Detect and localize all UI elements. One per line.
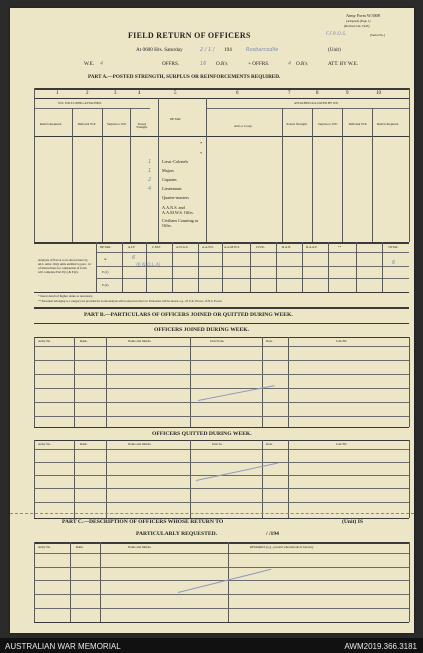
year-label: 194 xyxy=(224,47,232,53)
archive-footer xyxy=(0,638,423,653)
c-hdr-army-no: Army No. xyxy=(38,545,51,549)
hdr-deficient-att: Deficient W.E. xyxy=(348,122,368,126)
rank-mark-3: 2 xyxy=(148,177,152,183)
total-value: 6 xyxy=(392,260,396,266)
rank-qm: Quarter-masters xyxy=(162,195,189,200)
part-c-title: PART C.—DESCRIPTION OF OFFICERS WHOSE RETURN TO xyxy=(62,519,224,525)
rank-lieutenants: Lieutenants xyxy=(162,186,182,191)
rank-mark-4: 4 xyxy=(148,186,152,192)
att-ors-fill: 4 xyxy=(288,61,292,67)
an-cmf: C.M.F. xyxy=(152,245,161,249)
col-num-4: 4 xyxy=(138,91,141,96)
hdr-reints-required: Rein'ts Required. xyxy=(40,122,62,126)
form-title: FIELD RETURN OF OFFICERS xyxy=(128,31,251,40)
part-b-title: PART B.—PARTICULARS OF OFFICERS JOINED OR QUITTED DURING WEEK. xyxy=(84,312,293,318)
note-1: * Insert detail of higher ranks as necessary. xyxy=(38,294,93,298)
detail-header: DETAIL xyxy=(170,117,182,121)
aif-value: 6 xyxy=(132,255,136,261)
ors-label: O.R's xyxy=(216,61,228,67)
an-detail: DETAIL xyxy=(100,245,112,249)
an-aans: A.A.N.S. xyxy=(202,245,214,249)
form-code: Army Form W.3008 xyxy=(346,13,380,18)
quitted-hdr-rank: Rank. xyxy=(80,442,88,446)
note-2: ** Personnel belonging to a category not provided for in the analysis will be shown in this Col. Particulars will be shown, e.g., 25 U.K. Forces; 10 N.Z. Forces xyxy=(38,299,222,303)
col-num-1: 1 xyxy=(56,91,59,96)
quitted-title: OFFICERS QUITTED DURING WEEK. xyxy=(152,431,252,437)
att-label: ATT. BY W.E. xyxy=(328,61,359,67)
analysis-note: Analysis of Part A to be shown here by ALL units. Only units entitled to para. 14 of instructions for completion of form will complete Part E(1) & E(2). xyxy=(38,258,91,274)
hdr-deficient: Deficient W.E. xyxy=(77,122,97,126)
attached-allowed: ATTACHED ALLOWED BY W.E. xyxy=(294,101,340,105)
an-awas: A.W.A.S. xyxy=(176,245,189,249)
hdr-arm-corps: Arm or Corps. xyxy=(234,124,253,128)
ors2-label: O.R's xyxy=(296,61,308,67)
col-num-8: 8 xyxy=(316,91,319,96)
col-num-3: 3 xyxy=(114,91,117,96)
hdr-surplus: Surplus to W.E. xyxy=(106,122,127,126)
an-row-e2: E.(2) xyxy=(102,283,109,287)
we-excluding-attached: W.E. EXCLUDING ATTACHED. xyxy=(58,101,102,105)
part-c-requested: PARTICULARLY REQUESTED. xyxy=(136,531,218,537)
joined-hdr-name: Name and Initials. xyxy=(128,339,152,343)
part-c-unit-is: (Unit) IS xyxy=(342,519,363,525)
an-aif: A.I.F. xyxy=(128,245,136,249)
footer-accession: AWM2019.366.3181 xyxy=(344,642,417,651)
hdr-posted-strength-att: Posted Strength. xyxy=(286,122,308,126)
at-line: At 0600 Hrs. Saturday xyxy=(136,47,183,53)
rank-majors: Majors xyxy=(162,168,174,173)
part-c-date: / /194 xyxy=(266,531,279,537)
hdr-reints-att: Rein'ts Required. xyxy=(377,122,399,126)
we-fill: 4 xyxy=(100,61,104,67)
footer-institution: AUSTRALIAN WAR MEMORIAL xyxy=(5,642,121,651)
rank-aans: A.A.N.S. and A.A.M.W.S. Offrs. xyxy=(162,205,194,215)
we-label: W.E. xyxy=(84,61,95,67)
col-num-5: 5 xyxy=(174,91,177,96)
unit-handwriting: Rosbarcodile xyxy=(246,47,279,53)
col-num-7: 7 xyxy=(288,91,291,96)
c-hdr-remarks: REMARKS (e.g., present whereabouts if known). xyxy=(250,545,314,549)
joined-hdr-unit: Unit From. xyxy=(210,339,225,343)
serial-handwriting: F.F.R.O.S. xyxy=(326,32,347,37)
form-revised: (Revised Jan. 1943) xyxy=(344,24,370,28)
rank-lt-col: Lieut.-Colonels xyxy=(162,159,189,164)
aif-note: (6 N.O.L.A) xyxy=(136,263,161,268)
joined-hdr-army-no: Army No. xyxy=(38,339,51,343)
an-row-e1: E.(1) xyxy=(102,270,109,274)
c-hdr-name: Name and Initials. xyxy=(128,545,152,549)
unit-label: (Unit) xyxy=(328,47,341,53)
rank-mark-2: 1 xyxy=(148,168,152,174)
an-raaf: R.A.A.F. xyxy=(306,245,318,249)
joined-hdr-date: Date. xyxy=(266,339,273,343)
hdr-surplus-att: Surplus to W.E. xyxy=(317,122,338,126)
date-handwriting: 2 / 1 / xyxy=(200,47,215,53)
quitted-hdr-army-no: Army No. xyxy=(38,442,51,446)
form-adapted: (Adapted) (Page 1) xyxy=(346,19,371,23)
joined-hdr-rank: Rank. xyxy=(80,339,88,343)
joined-hdr-cause: CAUSE. xyxy=(336,339,348,343)
rank-civilians: Civilians Counting as Offrs. xyxy=(162,218,199,228)
an-total: TOTAL. xyxy=(388,245,399,249)
col-num-6: 6 xyxy=(236,91,239,96)
document-page: Army Form W.3008 (Adapted) (Page 1) (Revised Jan. 1943) F.F.R.O.S. (Serial No.) FIELD RETURN OF OFFICERS At 0600 Hrs. Saturday 2 / 1 / 194 Rosbarcodile (Unit) W.E. 4 OFFRS. 16 O.R's + OFFRS. 4 O.R's ATT. BY W.E. PART A.—POSTED STRENGTH, SURPLUS OR REINFORCEMENTS REQUIRED. 1 2 3 4 5 6 7 8 9 10 W.E. EXCLUDING ATTACHED. ATTACHED ALLOWED BY W.E. DETAIL Rein'ts Required. Deficient W.E. Surplus to W.E. Posted Strength. Arm or Corps. Posted Strength. Surplus to W.E. Deficient W.E. Rein'ts Required. * * Lieut.-Colonels Majors Captains Lieutenants Quarter-masters A.A.N.S. and A.A.M.W.S. Offrs. Civilians Counting as Offrs. 1 1 2 4 Analysis of Part A to be shown here by ALL units. Only units entitled to para. 14 of instructions for completion of form will complete Part E(1) & E(2). DETAIL A.I.F. C.M.F. A.W.A.S. A.A.N.S. A.A.M.W.S. CIVIL. R.A.N. R.A.A.F. ** TOTAL. A. E.(1) E.(2) 6 (6 N.O.L.A) 6 * Insert detail of higher ranks as necessary. ** Personnel belonging to a category not provided for in the analysis will be shown in this Col. Particulars will be shown, e.g., 25 U.K. Forces; 10 N.Z. Forces PART B.—PARTICULARS OF OFFICERS JOINED OR QUITTED DURING WEEK. OFFICERS JOINED DURING WEEK. Army No. Rank. Name and Initials. Unit From. Date. CAUSE. OFFICERS QUITTED DURING WEEK. Army No. Rank. Name and Initials. Unit To. Date. CAUSE. PART C.—DESCRIPTION OF OFFICERS WHOSE RETURN TO (Unit) IS PARTICULARLY REQUESTED. / /194 Army No. Rank. Name and Initials. REMARKS (e.g., present whereabouts if known). xyxy=(10,8,414,633)
offrs-label: OFFRS. xyxy=(162,61,180,67)
quitted-hdr-unit: Unit To. xyxy=(212,442,223,446)
joined-title: OFFICERS JOINED DURING WEEK. xyxy=(154,327,250,333)
col-num-9: 9 xyxy=(346,91,349,96)
quitted-hdr-name: Name and Initials. xyxy=(128,442,152,446)
serial-label: (Serial No.) xyxy=(370,33,386,37)
quitted-hdr-date: Date. xyxy=(266,442,273,446)
part-a-title: PART A.—POSTED STRENGTH, SURPLUS OR REINFORCEMENTS REQUIRED. xyxy=(88,74,281,80)
col-num-10: 10 xyxy=(376,91,381,96)
rank-mark-1: 1 xyxy=(148,159,152,165)
rank-captains: Captains xyxy=(162,177,177,182)
an-civil: CIVIL. xyxy=(256,245,266,249)
an-ran: R.A.N. xyxy=(282,245,292,249)
hdr-posted-strength: Posted Strength. xyxy=(136,122,148,130)
an-aamws: A.A.M.W.S. xyxy=(224,245,240,249)
plus-offrs-label: + OFFRS. xyxy=(248,61,270,67)
c-hdr-rank: Rank. xyxy=(76,545,84,549)
col-num-2: 2 xyxy=(86,91,89,96)
ors-fill: 16 xyxy=(200,61,207,67)
an-other: ** xyxy=(338,245,342,249)
an-row-a: A. xyxy=(104,257,108,261)
quitted-hdr-cause: CAUSE. xyxy=(336,442,348,446)
